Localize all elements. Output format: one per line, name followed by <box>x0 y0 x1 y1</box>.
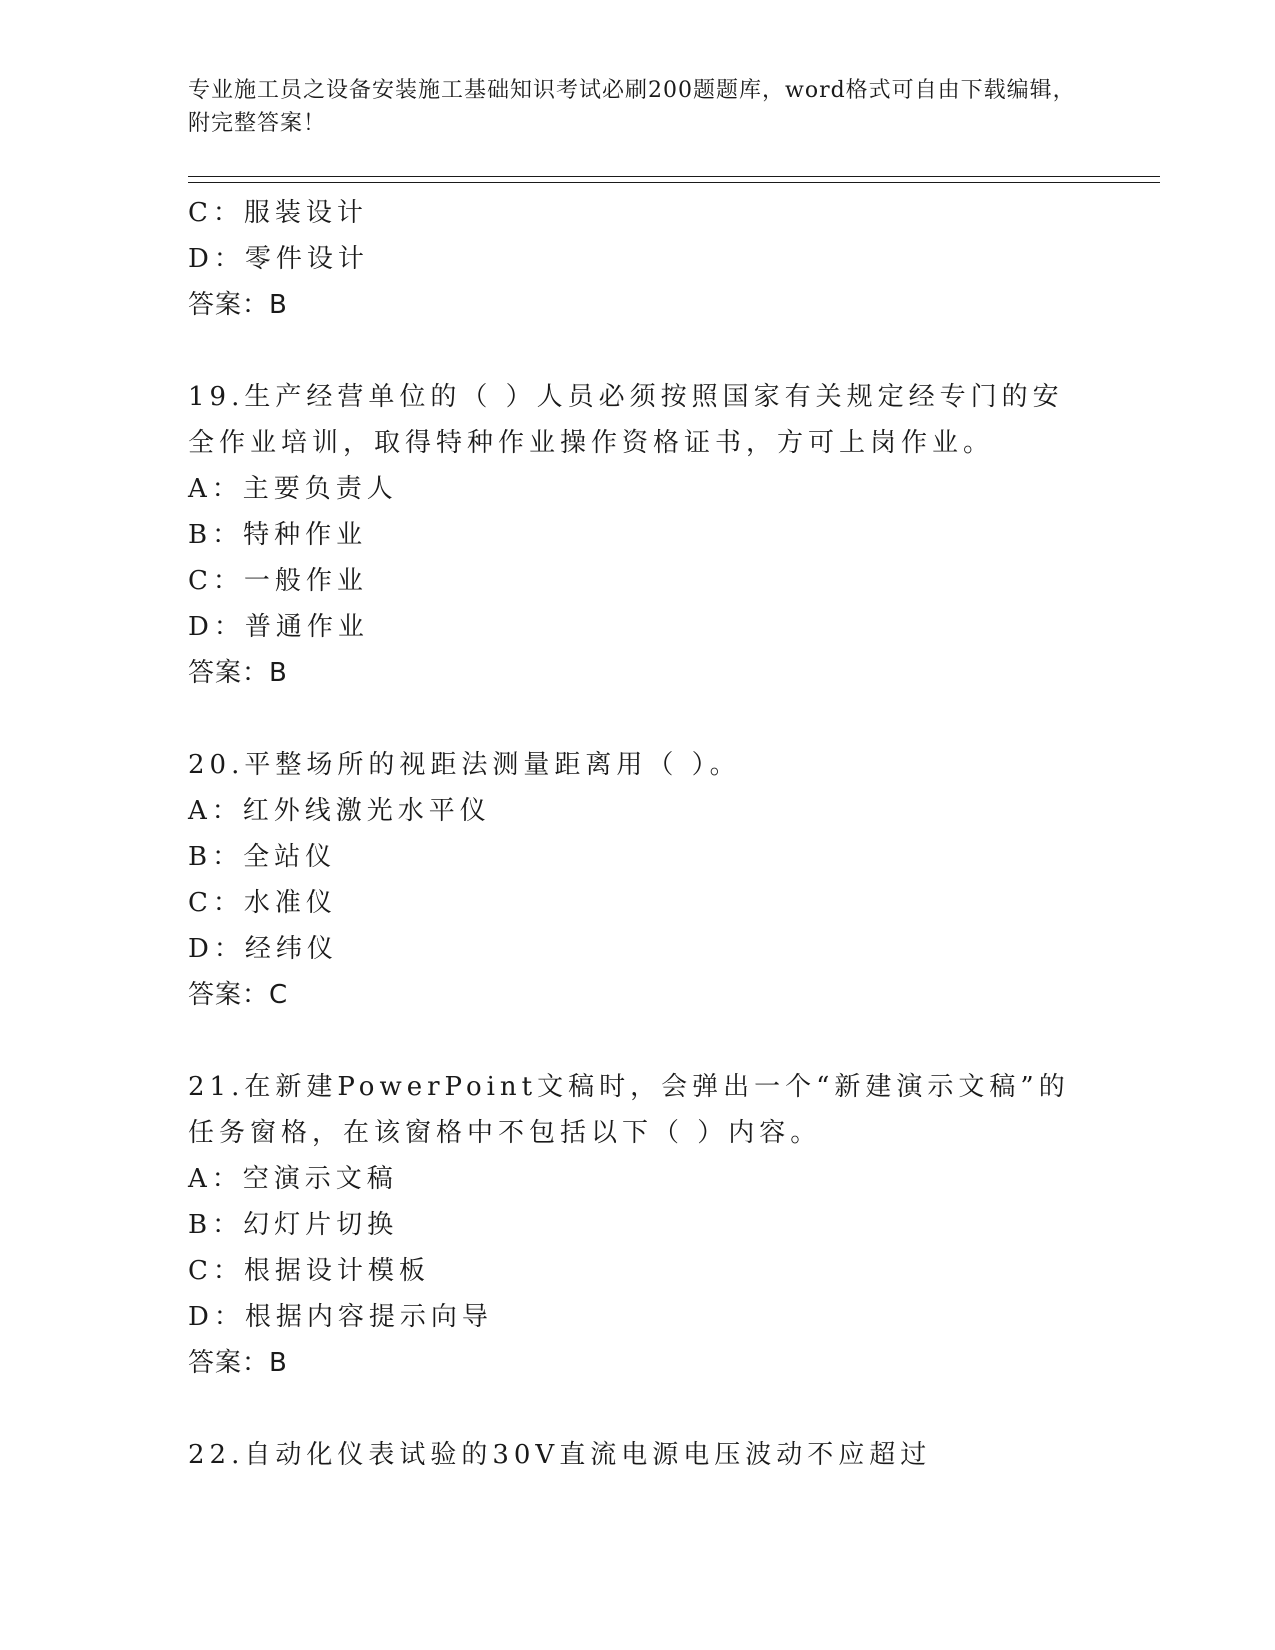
option-c: C：一般作业 <box>188 566 368 596</box>
spacer <box>188 328 1088 374</box>
option-a: A：空演示文稿 <box>188 1164 398 1194</box>
question-stem: 20.平整场所的视距法测量距离用（ ）。 <box>188 750 741 780</box>
header-divider-top <box>188 176 1160 177</box>
option-d: D：经纬仪 <box>188 934 338 964</box>
option-a: A：红外线激光水平仪 <box>188 796 491 826</box>
document-header-title: 专业施工员之设备安装施工基础知识考试必刷200题题库，word格式可自由下载编辑，附完整答案！ <box>188 78 1076 136</box>
answer-line: 答案：B <box>188 658 288 688</box>
answer-line: 答案：B <box>188 1348 288 1378</box>
spacer <box>188 696 1088 742</box>
option-d: D：普通作业 <box>188 612 369 642</box>
answer-line: 答案：C <box>188 980 289 1010</box>
answer-line: 答案：B <box>188 290 288 320</box>
question-stem: 22.自动化仪表试验的30V直流电源电压波动不应超过 <box>188 1440 932 1470</box>
spacer <box>188 1386 1088 1432</box>
option-c: C：服装设计 <box>188 198 368 228</box>
option-b: B：幻灯片切换 <box>188 1210 399 1240</box>
option-b: B：全站仪 <box>188 842 337 872</box>
option-c: C：根据设计模板 <box>188 1256 430 1286</box>
option-d: D：根据内容提示向导 <box>188 1302 493 1332</box>
option-b: B：特种作业 <box>188 520 368 550</box>
question-stem: 19.生产经营单位的（ ）人员必须按照国家有关规定经专门的安全作业培训，取得特种作业操作资格证书，方可上岗作业。 <box>188 382 1064 458</box>
option-a: A：主要负责人 <box>188 474 398 504</box>
option-d: D：零件设计 <box>188 244 369 274</box>
question-content <box>188 190 1088 1478</box>
header-divider-bottom <box>188 182 1160 183</box>
option-c: C：水准仪 <box>188 888 337 918</box>
spacer <box>188 1018 1088 1064</box>
question-stem: 21.在新建PowerPoint文稿时，会弹出一个“新建演示文稿”的任务窗格，在该窗格中不包括以下（ ）内容。 <box>188 1072 1070 1148</box>
